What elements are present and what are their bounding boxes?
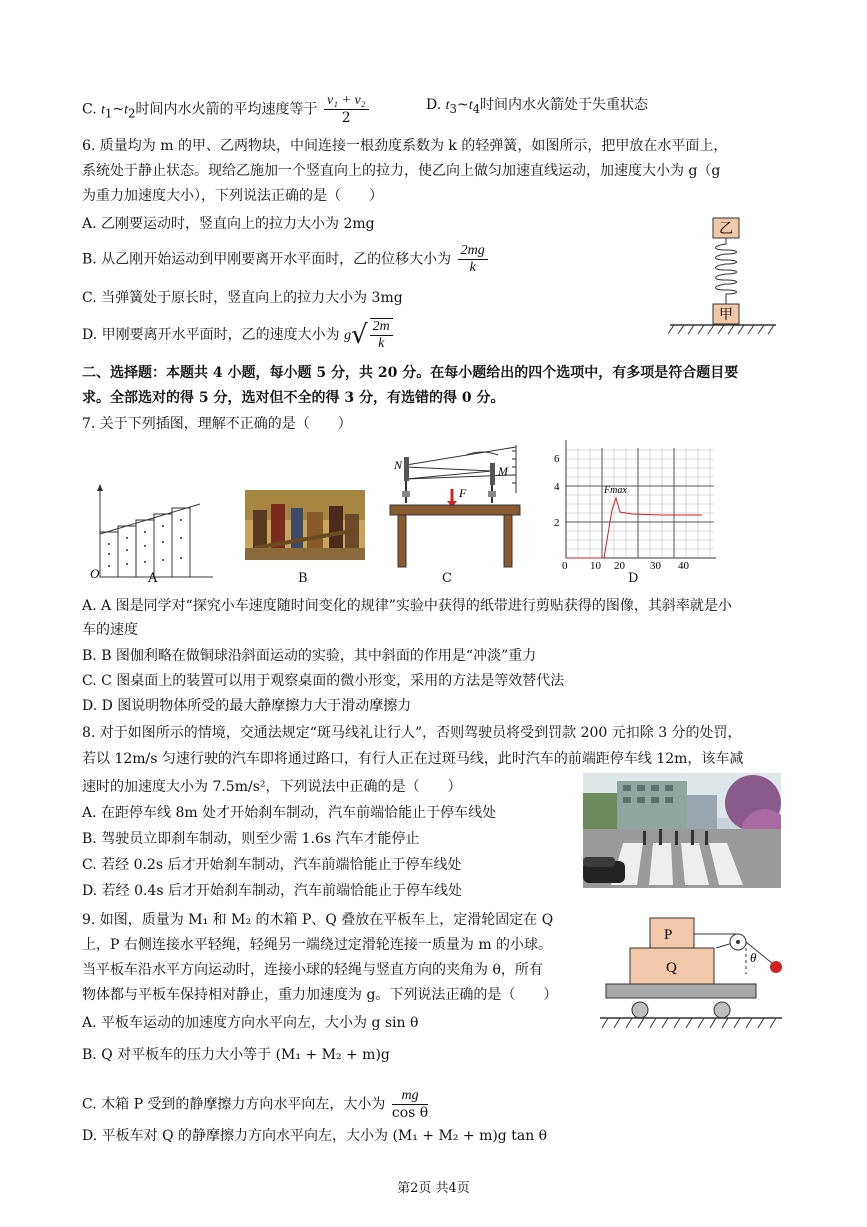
q8-option-b: B. 驾驶员立即刹车制动，则至少需 1.6s 汽车才能停止	[82, 831, 420, 847]
q7-fig-c-f: F	[459, 486, 467, 500]
q9-option-a: A. 平板车运动的加速度方向水平向左，大小为 g sin θ	[82, 1015, 419, 1031]
q7-option-a-line-2: 车的速度	[82, 622, 138, 638]
q5-option-c-fraction: $\frac{\text{v₁ + v₂}}{2}$	[324, 93, 369, 126]
q6-option-b: B. 从乙刚开始运动到甲刚要离开水平面时，乙的位移大小为 $\frac{2mg}{k}$	[82, 243, 490, 276]
svg-text:40: 40	[678, 560, 689, 570]
q8-option-a: A. 在距停车线 8m 处才开始刹车制动，汽车前端恰能止于停车线处	[82, 805, 497, 821]
section2-heading-line-2: 求。全部选对的得 5 分，选对但不全的得 3 分，有选错的得 0 分。	[82, 390, 505, 406]
q8-option-c: C. 若经 0.2s 后才开始刹车制动，汽车前端恰能止于停车线处	[82, 857, 462, 873]
q7-fig-label-d: D	[628, 571, 639, 586]
q6-spring-figure	[668, 210, 778, 340]
q8-option-d: D. 若经 0.4s 后才开始刹车制动，汽车前端恰能止于停车线处	[82, 883, 462, 899]
q9-stem-line-3: 当平板车沿水平方向运动时，连接小球的轻绳与竖直方向的夹角为 θ，所有	[82, 962, 543, 978]
q6-option-d: D. 甲刚要离开水平面时，乙的速度大小为 g√ $\frac{2m}{k}$	[82, 318, 395, 352]
q7-option-b: B. B 图伽利略在做铜球沿斜面运动的实验，其中斜面的作用是“冲淡”重力	[82, 648, 537, 664]
q7-fig-label-b: B	[298, 571, 308, 586]
q7-fig-a-origin: O	[90, 566, 100, 581]
q6-label-jia: 甲	[719, 308, 733, 323]
q8-stem-line-3: 速时的加速度大小为 7.5m/s²，下列说法中正确的是（ ）	[82, 779, 462, 795]
q7-figure-c	[386, 445, 524, 573]
q7-option-d: D. D 图说明物体所受的最大静摩擦力大于滑动摩擦力	[82, 698, 412, 714]
q6-option-a: A. 乙刚要运动时，竖直向上的拉力大小为 2mg	[82, 216, 375, 232]
q7-fig-label-a: A	[148, 571, 158, 586]
q8-crosswalk-photo	[583, 773, 781, 888]
svg-text:2: 2	[554, 517, 560, 529]
q9-label-theta: θ	[750, 950, 757, 965]
svg-text:6: 6	[554, 453, 560, 465]
q6-label-yi: 乙	[719, 222, 733, 237]
q7-stem: 7. 关于下列插图，理解不正确的是（ ）	[82, 416, 352, 432]
q9-option-c: C. 木箱 P 受到的静摩擦力方向水平向左，大小为 $\frac{mg}{\text{cos θ}}$	[82, 1088, 429, 1121]
svg-text:10: 10	[590, 560, 601, 570]
svg-text:0: 0	[562, 560, 568, 570]
q7-figure-b-painting	[245, 490, 365, 560]
page-footer: 第2页 共4页	[397, 1181, 470, 1196]
svg-text:4: 4	[554, 481, 560, 493]
q7-figure-a	[88, 482, 218, 584]
q9-stem-line-1: 9. 如图，质量为 M₁ 和 M₂ 的木箱 P、Q 叠放在平板车上，定滑轮固定在 Q	[82, 912, 554, 928]
q7-figure-d	[552, 440, 722, 570]
q6-option-c: C. 当弹簧处于原长时，竖直向上的拉力大小为 3mg	[82, 290, 403, 306]
q6-stem-line-3: 为重力加速度大小），下列说法正确的是（ ）	[82, 188, 383, 204]
svg-text:20: 20	[614, 560, 625, 570]
q9-stem-line-4: 物体都与平板车保持相对静止，重力加速度为 g。下列说法正确的是（ ）	[82, 987, 558, 1003]
q7-fig-label-c: C	[442, 571, 452, 586]
q6-stem-line-1: 6. 质量均为 m 的甲、乙两物块，中间连接一根劲度系数为 k 的轻弹簧，如图所示，把甲放在水平面上，	[82, 138, 728, 154]
q6-stem-line-2: 系统处于静止状态。现给乙施加一个竖直向上的拉力，使乙向上做匀加速直线运动，加速度大小为 g（g	[82, 163, 721, 179]
q7-option-c: C. C 图桌面上的装置可以用于观察桌面的微小形变，采用的方法是等效替代法	[82, 673, 565, 689]
q8-stem-line-2: 若以 12m/s 匀速行驶的汽车即将通过路口，有行人正在过斑马线，此时汽车的前端距停车线 12m，该车减	[82, 751, 744, 767]
q7-fig-c-n: N	[394, 458, 403, 472]
q9-option-d: D. 平板车对 Q 的静摩擦力方向水平向左，大小为 (M₁ + M₂ + m)g tan θ	[82, 1128, 548, 1144]
q9-label-q: Q	[666, 960, 677, 976]
svg-text:30: 30	[650, 560, 661, 570]
q5-option-d: D. $t_3\sim t_4$时间内水火箭处于失重状态	[426, 97, 648, 116]
section2-heading-line-1: 二、选择题：本题共 4 小题，每小题 5 分，共 20 分。在每小题给出的四个选项中，有多项是符合题目要	[82, 365, 739, 381]
q7-fig-c-m: M	[498, 464, 508, 478]
q9-cart-figure	[598, 912, 788, 1037]
q9-stem-line-2: 上，P 右侧连接水平轻绳，轻绳另一端绕过定滑轮连接一质量为 m 的小球。	[82, 937, 553, 953]
q7-fig-d-fmax: Fmax	[604, 485, 627, 496]
q9-option-b: B. Q 对平板车的压力大小等于 (M₁ + M₂ + m)g	[82, 1047, 390, 1063]
q9-label-p: P	[664, 927, 673, 943]
q8-stem-line-1: 8. 对于如图所示的情境，交通法规定“斑马线礼让行人”，否则驾驶员将受到罚款 200 元扣除 3 分的处罚，	[82, 725, 742, 741]
q7-option-a-line-1: A. A 图是同学对“探究小车速度随时间变化的规律”实验中获得的纸带进行剪贴获得的图像，其斜率就是小	[82, 598, 732, 614]
q5-option-c: C. $t_1\sim t_2$时间内水火箭的平均速度等于 $\frac{\text{v₁ + v₂}}{2}$	[82, 93, 371, 126]
